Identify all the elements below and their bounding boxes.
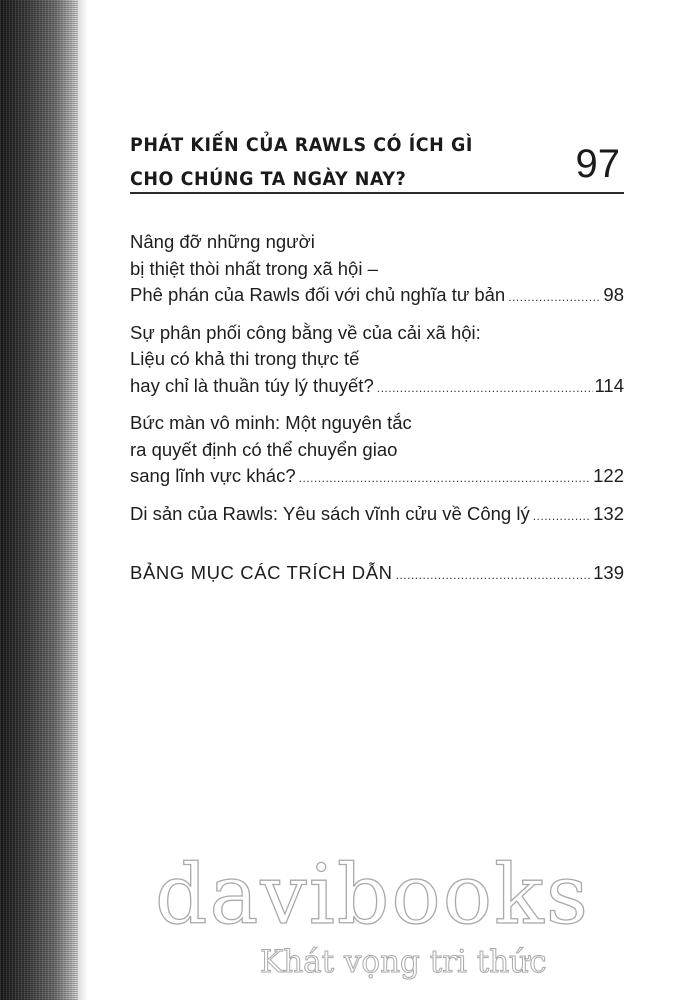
- table-of-contents: [130, 229, 624, 529]
- watermark-logo: davibooks: [155, 848, 590, 943]
- watermark-tagline: Khát vọng tri thức: [260, 944, 547, 980]
- toc-entry-line: Sự phân phối công bằng về của cải xã hội:: [130, 321, 481, 343]
- publisher-watermark: [155, 848, 655, 980]
- toc-entry-line: Nâng đỡ những người: [130, 231, 315, 252]
- toc-entry[interactable]: [130, 229, 624, 311]
- toc-entry-page: 98: [603, 284, 624, 305]
- chapter-page-number: 97: [575, 142, 620, 186]
- toc-entry[interactable]: [130, 320, 624, 402]
- dot-leader: [377, 375, 593, 402]
- toc-entry-line: Phê phán của Rawls đối với chủ nghĩa tư bản: [130, 284, 506, 305]
- chapter-divider: [130, 192, 624, 194]
- dot-leader: [533, 503, 591, 530]
- book-spine-shadow: [0, 0, 78, 1000]
- toc-entry-line: bị thiệt thòi nhất trong xã hội –: [130, 257, 378, 279]
- toc-entry-line: Bức màn vô minh: Một nguyên tắc: [130, 412, 412, 433]
- citation-index-label: BẢNG MỤC CÁC TRÍCH DẪN: [130, 562, 393, 583]
- spine-gutter: [78, 0, 88, 1000]
- toc-entry-line: sang lĩnh vực khác?: [130, 465, 296, 486]
- toc-entry-page: 132: [593, 502, 624, 524]
- toc-entry-line: hay chỉ là thuần túy lý thuyết?: [130, 374, 374, 396]
- citation-index-entry[interactable]: [130, 560, 624, 589]
- dot-leader: [396, 562, 592, 589]
- chapter-title-line-2: CHO CHÚNG TA NGÀY NAY?: [130, 168, 407, 190]
- citation-index-page: 139: [593, 562, 624, 583]
- toc-entry-line: Di sản của Rawls: Yêu sách vĩnh cửu về Công lý: [130, 502, 530, 524]
- toc-entry-page: 122: [593, 465, 624, 486]
- toc-entry[interactable]: [130, 501, 624, 530]
- dot-leader: [508, 284, 601, 311]
- chapter-title: [130, 128, 535, 196]
- toc-entry-line: ra quyết định có thể chuyển giao: [130, 438, 398, 460]
- toc-entry[interactable]: [130, 410, 624, 492]
- toc-entry-page: 114: [594, 374, 624, 396]
- chapter-title-line-1: PHÁT KIẾN CỦA RAWLS CÓ ÍCH GÌ: [130, 134, 473, 156]
- dot-leader: [299, 465, 592, 492]
- toc-entry-line: Liệu có khả thi trong thực tế: [130, 348, 360, 369]
